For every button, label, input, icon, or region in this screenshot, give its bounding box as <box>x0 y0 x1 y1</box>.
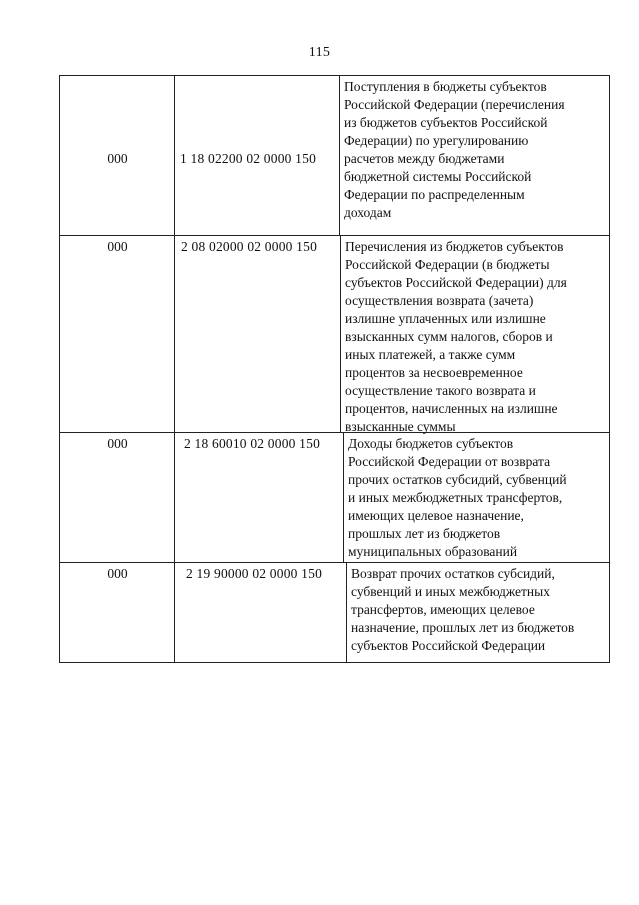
revenue-name: Поступления в бюджеты субъектов Российской Федерации (перечисления из бюджетов субъектов Российской Федерации) по урегулированию расчетов между бюджетами бюджетной системы Российской Федерации по распределенным доходам <box>344 79 565 220</box>
budget-code-cell <box>179 433 344 562</box>
revenue-name: Доходы бюджетов субъектов Российской Федерации от возврата прочих остатков субсидий, субвенций и иных межбюджетных трансфертов, имеющих целевое назначение, прошлых лет из бюджетов муниципальных образований <box>348 436 567 559</box>
budget-classification-code: 1 18 02200 02 0000 150 <box>180 151 317 166</box>
budget-code-cell <box>175 76 340 235</box>
admin-code: 000 <box>107 436 128 451</box>
revenue-name-cell <box>344 433 609 562</box>
budget-code-cell <box>181 563 347 662</box>
table-row <box>59 236 610 433</box>
admin-code-cell <box>60 563 175 662</box>
admin-code: 000 <box>107 566 128 581</box>
revenue-codes-table <box>59 75 610 663</box>
budget-code-cell <box>176 236 341 432</box>
budget-classification-code: 2 08 02000 02 0000 150 <box>181 239 318 254</box>
admin-code-cell <box>60 236 175 432</box>
admin-code: 000 <box>107 239 128 254</box>
table-row <box>59 75 610 236</box>
budget-classification-code: 2 18 60010 02 0000 150 <box>184 436 321 451</box>
page-number: 115 <box>308 45 331 60</box>
table-row <box>59 433 610 563</box>
revenue-name: Перечисления из бюджетов субъектов Российской Федерации (в бюджеты субъектов Российской Федерации) для осуществления возврата (зачета) излишне уплаченных или излишне взысканных сумм налогов, сборов и иных платежей, а также сумм процентов за несвоевременное осуществление такого возврата и процентов, начисленных на излишне взысканные суммы <box>345 239 567 434</box>
revenue-name-cell <box>341 236 609 432</box>
table-row <box>59 563 610 663</box>
admin-code-cell <box>60 433 175 562</box>
admin-code-cell <box>60 76 175 235</box>
budget-classification-code: 2 19 90000 02 0000 150 <box>186 566 323 581</box>
revenue-name-cell <box>340 76 609 235</box>
admin-code: 000 <box>107 151 128 166</box>
revenue-name: Возврат прочих остатков субсидий, субвенций и иных межбюджетных трансфертов, имеющих целевое назначение, прошлых лет из бюджетов субъектов Российской Федерации <box>351 566 575 653</box>
revenue-name-cell <box>347 563 609 662</box>
